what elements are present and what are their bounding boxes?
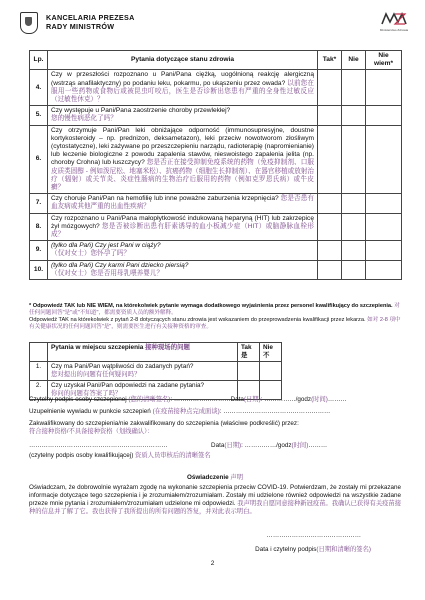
- date-field[interactable]: ……………/godz: [264, 396, 312, 403]
- col-question-cn: 接种现场的问题: [145, 344, 190, 351]
- czytelny-cn: (您的清晰签名): [128, 396, 171, 403]
- question-pl: Czy uzyskał Pani/Pan odpowiedzi na zadane pytania?: [51, 382, 205, 389]
- qualifier-signature-line: ………………………………………………………… Data(日期): ……………/godz(时间)………: [29, 442, 328, 449]
- col-question-pl: Pytania w miejscu szczepienia: [51, 344, 144, 351]
- footnote-odp-pl: Odpowiedź TAK na którekolwiek z pytań 2-8 dotyczących stanu zdrowia jest wskazaniem do przeprowadzenia kwalifikacji przez lekarza.: [29, 317, 366, 323]
- uzupelnienie-pl: Uzupełnienie wywiadu w punkcie szczepień: [29, 408, 151, 415]
- question-text: [48, 241, 318, 260]
- org-line-2: RADY MINISTRÓW: [46, 22, 115, 31]
- question-cn: 您的慢性病恶化了吗？: [51, 115, 117, 123]
- consent-sign-cn: (日期和清晰的签名): [316, 546, 371, 553]
- question-cn: 您对提出的问题有任何疑问吗？: [51, 371, 141, 378]
- question-text: [48, 125, 318, 194]
- table-row: [30, 260, 402, 279]
- answer-nie-wiem-cell[interactable]: [366, 213, 402, 241]
- footnote-star: [29, 303, 401, 317]
- footnote-odp-cn: 如对 2-8 项中有关健康状况的任何问题回答"是"，则需要医生进行有关接种资格的审查。: [29, 317, 401, 330]
- signature-field[interactable]: ………………………: [173, 396, 231, 403]
- col-tak: Tak*: [318, 51, 342, 70]
- question-pl: Czy występuje u Pani/Pana zaostrzenie choroby przewlekłej?: [51, 107, 231, 115]
- answer-nie-wiem-cell[interactable]: [366, 241, 402, 260]
- col-nie: Nie: [342, 51, 366, 70]
- question-text: [48, 106, 318, 125]
- question-pl: Czy w przeszłości rozpoznano u Pani/Pana ciężką, uogólnioną reakcję alergiczną (wstrząs anafilaktyczny) po podaniu leku, pokarmu, po ukąszeniu przez owada?: [51, 71, 314, 87]
- col-nie-wiem: Nie wiem*: [366, 51, 402, 70]
- consent-text: [29, 484, 401, 516]
- answer-tak-cell[interactable]: [318, 260, 342, 279]
- uzupelnienie-cn: (在疫苗接种点完成面谈): [152, 408, 220, 415]
- data-label: Data: [211, 442, 225, 449]
- data-cn: (日期): [224, 442, 242, 449]
- question-text: [48, 362, 238, 381]
- interview-field[interactable]: ……………………………………………: [223, 408, 331, 415]
- question-pl: (tylko dla Pań) Czy jest Pani w ciąży?: [51, 242, 161, 250]
- question-cn: （仅对女士）您怀孕了吗？: [51, 250, 131, 258]
- vaccination-place-table: [29, 342, 282, 400]
- consent-sign-pl: Data i czytelny podpis: [255, 546, 317, 553]
- answer-nie-cell[interactable]: [342, 70, 366, 106]
- question-text: [48, 260, 318, 279]
- kwal-pl: (czytelny podpis osoby kwalifikującej): [29, 452, 134, 459]
- row-number: 6.: [30, 125, 48, 194]
- question-cn: 你问的问题有答案了吗？: [51, 390, 122, 397]
- row-number: 8.: [30, 213, 48, 241]
- qualifier-signature-field[interactable]: …………………………………………………………: [29, 442, 168, 449]
- time-cn: (时间): [311, 396, 328, 403]
- answer-nie-wiem-cell[interactable]: [366, 70, 402, 106]
- qualification-line: [29, 420, 401, 436]
- table-row: [30, 362, 282, 381]
- zakwalifikowany-cn: 符合接种资格/不具备接种资格（划线确认）：: [29, 428, 154, 435]
- date-field[interactable]: ……………/godz: [244, 442, 292, 449]
- table-row: [30, 70, 402, 106]
- col-lp: Lp.: [30, 51, 48, 70]
- polish-eagle-emblem-icon: [20, 12, 38, 34]
- question-pl: Czy choruje Pani/Pan na hemofilię lub inne poważne zaburzenia krzepnięcia?: [51, 195, 279, 203]
- question-cn: 您是否正在接受抑制免疫系统的药物（免疫抑制剂、口服皮质类固醇 - 例如泼尼松、地塞米松）、抗癌药物（细胞生长抑制剂）、在器官移植或放射治疗（辐射）或关节炎、炎症性肠病的生物治疗后服用的药物（例如克罗恩氏病）或牛皮癣？: [51, 159, 315, 192]
- col-nie: Nie不: [260, 343, 282, 362]
- table-row: [30, 106, 402, 125]
- time-field-end[interactable]: ………: [327, 396, 347, 403]
- answer-nie-wiem-cell[interactable]: [366, 194, 402, 213]
- answer-tak-cell[interactable]: [318, 70, 342, 106]
- question-pl: Czy ma Pani/Pan wątpliwości do zadanych pytań?: [51, 363, 194, 370]
- organization-name: [46, 13, 135, 31]
- consent-title: [29, 474, 401, 482]
- question-text: [48, 70, 318, 106]
- table-row: [30, 213, 402, 241]
- footnote-star-pl: * Odpowiedź TAK lub NIE WIEM, na którekolwiek pytanie wymaga dodatkowego wyjaśnienia przez personel kwalifikujący do szczepienia.: [29, 303, 393, 309]
- answer-tak-cell[interactable]: [318, 213, 342, 241]
- row-number: 4.: [30, 70, 48, 106]
- question-cn: 您是否患有血友病或其他严重的出血性疾病？: [51, 195, 315, 211]
- answer-nie-cell[interactable]: [342, 241, 366, 260]
- signature-vaccinated-line: Czytelny podpis osoby szczepionej (您的清晰签名): ………………………Data(日期): ……………/godz(时间)………: [29, 396, 347, 403]
- col-tak: Tak是: [238, 343, 260, 362]
- kwal-cn: 资质人员审核后的清晰签名: [135, 452, 211, 459]
- row-number: 1.: [30, 362, 48, 381]
- answer-nie-wiem-cell[interactable]: [366, 260, 402, 279]
- data-label: Data: [230, 396, 244, 403]
- row-number: 10.: [30, 260, 48, 279]
- answer-tak-cell[interactable]: [318, 241, 342, 260]
- answer-nie-cell[interactable]: [342, 213, 366, 241]
- answer-nie-cell[interactable]: [342, 194, 366, 213]
- table-header-row: [30, 51, 402, 70]
- question-cn: 以前您在服用一些药物或食物后或被昆虫叮咬后，医生是否诊断出您患有严重的全身性过敏反应（过敏性休克）？: [51, 79, 314, 104]
- consent-signature-caption: [29, 546, 401, 554]
- answer-nie-wiem-cell[interactable]: [366, 125, 402, 194]
- answer-tak-cell[interactable]: [238, 362, 260, 381]
- logo-caption: Ministerstwo Zdrowia: [379, 28, 409, 32]
- question-text: [48, 194, 318, 213]
- question-cn: （仅对女士）您是否用母乳喂养婴儿？: [51, 269, 164, 277]
- consent-title-cn: 声明: [230, 474, 243, 481]
- question-pl: Czy otrzymuje Pani/Pan leki obniżające odporność (immunosupresyjne, doustne kortykosteroidy – np. prednizon, deksametazon), leki przeciw nowotworom złośliwym (cytostatyczne), leki zażywane po przeszczepieniu narządu, radioterapię (napromienianie) lub leczenie biologiczne z powodu zapalenia stawów, nieswoistego zapalenia jelita (np. choroby Crohna) lub łuszczycy?: [51, 126, 314, 167]
- answer-tak-cell[interactable]: [318, 125, 342, 194]
- question-cn: 您是否被诊断出患有肝素诱导的血小板减少症（HIT）或脑静脉血栓形成？: [51, 222, 314, 239]
- qualifier-caption: [29, 452, 401, 460]
- table-row: [30, 241, 402, 260]
- consent-text-pl: Oświadczam, że dobrowolnie wyrażam zgodę na wykonanie szczepienia przeciw COVID-19. Potwierdzam, że zostały mi przekazane informacje dotyczące tego szczepienia i je zrozumiałem/zrozumiałam. Zostały mi udzielone również odpowiedzi na wszystkie zadane przeze mnie pytania i zrozumiałem/zrozumiałam udzielone mi odpowiedzi.: [29, 484, 401, 507]
- time-field-end[interactable]: ………: [308, 442, 328, 449]
- answer-tak-cell[interactable]: [318, 194, 342, 213]
- time-cn: (时间): [291, 442, 309, 449]
- answer-tak-cell[interactable]: [318, 106, 342, 125]
- answer-nie-cell[interactable]: [342, 106, 366, 125]
- footnote-star-cn: 对任何问题回答"是"或"不知道"，都需要资质人员的额外解释。: [29, 303, 400, 316]
- col-question: [48, 343, 238, 362]
- question-text: [48, 213, 318, 241]
- data-cn: (日期): [243, 396, 261, 403]
- col-question: Pytania dotyczące stanu zdrowia: [48, 51, 318, 70]
- question-pl: (tylko dla Pań) Czy karmi Pani dziecko piersią?: [51, 261, 189, 269]
- table-row: [30, 125, 402, 194]
- health-questions-table: [29, 50, 402, 280]
- col-blank: [30, 343, 48, 362]
- row-number: 5.: [30, 106, 48, 125]
- ministry-of-health-logo: [378, 10, 410, 36]
- footnote-answer-tak: [29, 317, 401, 331]
- row-number: 9.: [30, 241, 48, 260]
- consent-title-pl: Oświadczenie: [187, 474, 229, 481]
- org-line-1: KANCELARIA PREZESA: [46, 13, 135, 22]
- page-header: [20, 10, 410, 40]
- row-number: 7.: [30, 194, 48, 213]
- interview-completion-line: Uzupełnienie wywiadu w punkcie szczepień (在疫苗接种点完成面谈): ……………………………………………: [29, 408, 331, 415]
- table-header-row: [30, 343, 282, 362]
- table-row: [30, 194, 402, 213]
- answer-nie-wiem-cell[interactable]: [366, 106, 402, 125]
- zakwalifikowany-pl: Zakwalifikowany do szczepienia/nie zakwalifikowany do szczepienia (właściwe podkreślić) przez:: [29, 420, 299, 427]
- consent-text-cn: 我声明我自愿同意接种新冠疫苗。我确认已获得有关疫苗接种的信息并了解了它。我也获得了我所提出的所有问题的答复，并对此表示明白。: [29, 500, 402, 515]
- answer-nie-cell[interactable]: [342, 125, 366, 194]
- answer-nie-cell[interactable]: [260, 362, 282, 381]
- row-number: 2.: [30, 381, 48, 400]
- consent-signature-field[interactable]: ………………………………………: [266, 532, 361, 539]
- page-number: 2: [210, 560, 215, 567]
- question-pl: Czy rozpoznano u Pani/Pana małopłytkowość indukowaną heparyną (HIT) lub zakrzepicę żył mózgowych?: [51, 214, 314, 230]
- czytelny-pl: Czytelny podpis osoby szczepionej: [29, 396, 127, 403]
- answer-nie-cell[interactable]: [342, 260, 366, 279]
